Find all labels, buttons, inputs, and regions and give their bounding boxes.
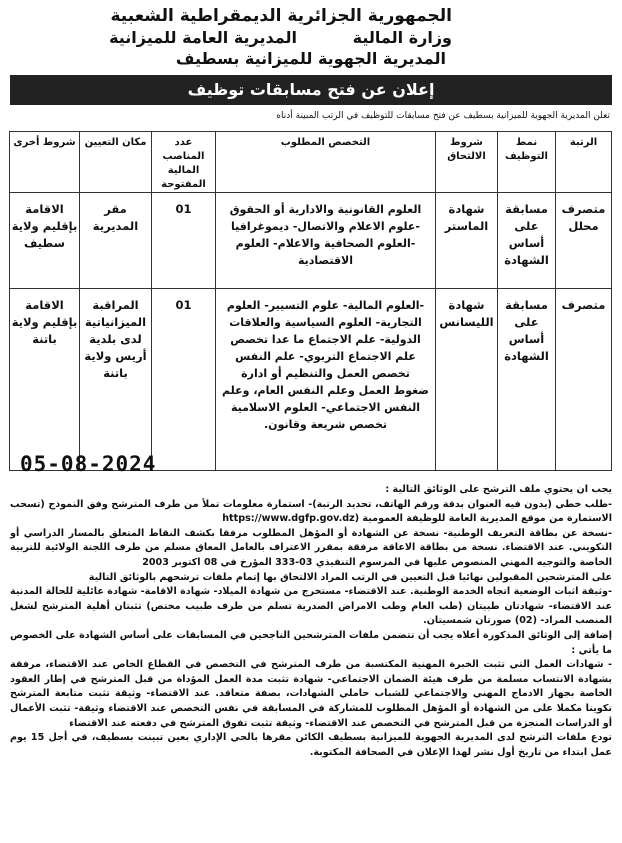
announcement-banner: إعلان عن فتح مسابقات توظيف [10,75,612,105]
paragraph: -نسخة عن بطاقة التعريف الوطنية- نسخة عن الشهادة أو المؤهل المطلوب مرفقا بكشف النقاط المتعلق بالمسار الدراسي أو التكويني. عند الاقتضاء. نسخة من بطاقة الاعاقة مرفقة بمقرر الاعتراف بالعامل المعاق مسلم من طرف اللجنة الولائية للتربية الخاصة والتوجيه المهني المنصوص عليها في المرسوم التنفيذي 03-333 المؤرخ في 08 اكتوبر 2003 [10,527,612,568]
cell-grade: متصرف محلل [556,193,612,289]
paragraph: يجب ان يحتوي ملف الترشح على الوثائق التالية : [385,484,612,495]
paragraph: على المترشحين المقبولين نهائيا قبل التعيين في الرتب المراد الالتحاق بها إتمام ملفات ترشحهم بالوثائق التالية [88,571,612,583]
paragraph: -وثيقة اثبات الوضعية اتجاه الخدمة الوطنية. عند الاقتضاء- مستخرج من شهادة الميلاد- شهادة الاقامة- شهادة عائلية للحالة المدنية عند الاقتضاء- شهادتان طبيتان (طب العام وطب الامراض الصدرية تسلم من طرف طبيب مختص) تثبتان أهلية المترشح لشغل المنصب المراد- (02) صورتان شمسيتان. [10,586,612,627]
cell-grade: متصرف [556,289,612,471]
cell-other: الاقامة بإقليم ولاية باتنة [10,289,80,471]
table-header-row [10,132,612,193]
republic-title: الجمهورية الجزائرية الديمقراطية الشعبية [110,6,452,26]
cell-other: الاقامة بإقليم ولاية سطيف [10,193,80,289]
publication-date: 05-08-2024 [20,452,157,476]
col-header-specialty: التخصص المطلوب [216,132,436,193]
col-header-condition: شروط الالتحاق [436,132,498,193]
col-header-place: مكان التعيين [80,132,152,193]
col-header-mode: نمط التوظيف [498,132,556,193]
cell-specialty: -العلوم المالية- علوم التسيير- العلوم التجارية- العلوم السياسية والعلاقات الدولية- علم الاجتماع ما عدا تخصص علم الاجتماع التربوي- علم النفس تخصص العمل والتنظيم أو ادارة ضغوط العمل وعلم النفس العام، وعلم النفس الاجتماعي- العلوم الاسلامية تخصص شريعة وقانون. [216,289,436,471]
col-header-posts: عدد المناصب المالية المفتوحة [152,132,216,193]
table-row [10,193,612,289]
cell-specialty: العلوم القانونية والادارية أو الحقوق -علوم الاعلام والاتصال- ديموغرافيا -العلوم الصحافية والاعلام- العلوم الاقتصادية [216,193,436,289]
cell-condition: شهادة الليسانس [436,289,498,471]
col-header-grade: الرتبة [556,132,612,193]
letterhead [10,6,612,69]
directorate-title: المديرية الجهوية للميزانية بسطيف [175,49,446,68]
requirements-text [10,483,612,760]
cell-place: مقر المديرية [80,193,152,289]
cell-mode: مسابقة على أساس الشهادة [498,289,556,471]
paragraph: -طلب خطي (يدون فيه العنوان بدقة ورقم الهاتف، تحديد الرتبة)- استمارة معلومات تملأ من طرف المترشح وفق النموذج (تسحب الاستمارة من موقع المديرية العامة للوظيفة العمومية (https://www.dgfp.gov.dz [10,498,612,525]
paragraph: إضافة إلى الوثائق المذكورة أعلاه يجب أن تتضمن ملفات المترشحين الناجحين في المسابقات على أساس الشهادة على الخصوص ما يأتي : [10,629,612,656]
cell-condition: شهادة الماستر [436,193,498,289]
col-header-other: شروط أخرى [10,132,80,193]
cell-posts: 01 [152,289,216,471]
cell-place: المراقبة الميزانياتية لدى بلدية أريس ولاية باتنة [80,289,152,471]
paragraph: تودع ملفات الترشح لدى المديرية الجهوية للميزانية بسطيف الكائن مقرها بالحي الإداري بعين تبينت بسطيف، في أجل 15 يوم عمل ابتداء من تاريخ أول نشر لهذا الإعلان في الصحافة المكتوبة. [10,732,612,758]
ministry-title: وزارة المالية المديرية العامة للميزانية [109,28,452,47]
positions-table [9,131,612,471]
cell-mode: مسابقة على أساس الشهادة [498,193,556,289]
table-row [10,289,612,471]
paragraph: - شهادات العمل التي تثبت الخبرة المهنية المكتسبة من طرف المترشح في التخصص في القطاع الخاص عند الاقتضاء، مرفقة بشهادة الانتساب مسلمة من طرف هيئة الضمان الاجتماعي- شهادة تثبت مدة العمل المؤداة من قبل المترشح في إطار العقود الخاصة بجهاز الادماج المهني والاجتماعي للشباب حاملي الشهادات، بصفة متعاقد. عند الاقتضاء- وثيقة تثبت متابعة المترشح تكوينا مكملا على من الشهادة أو المؤهل المطلوب للمشاركة في المسابقة في نفس التخصص عند الاقتضاء وثيقة- تثبت الأعمال أو الدراسات المنجزة من قبل المترشح في التخصص عند الاقتضاء- وثيقة تثبت تفوق المترشح في دفعته عند الاقتضاء [10,659,612,729]
cell-posts: 01 [152,193,216,289]
intro-text: تعلن المديرية الجهوية للميزانية بسطيف عن فتح مسابقات للتوظيف في الرتب المبينة أدناه [276,111,610,121]
